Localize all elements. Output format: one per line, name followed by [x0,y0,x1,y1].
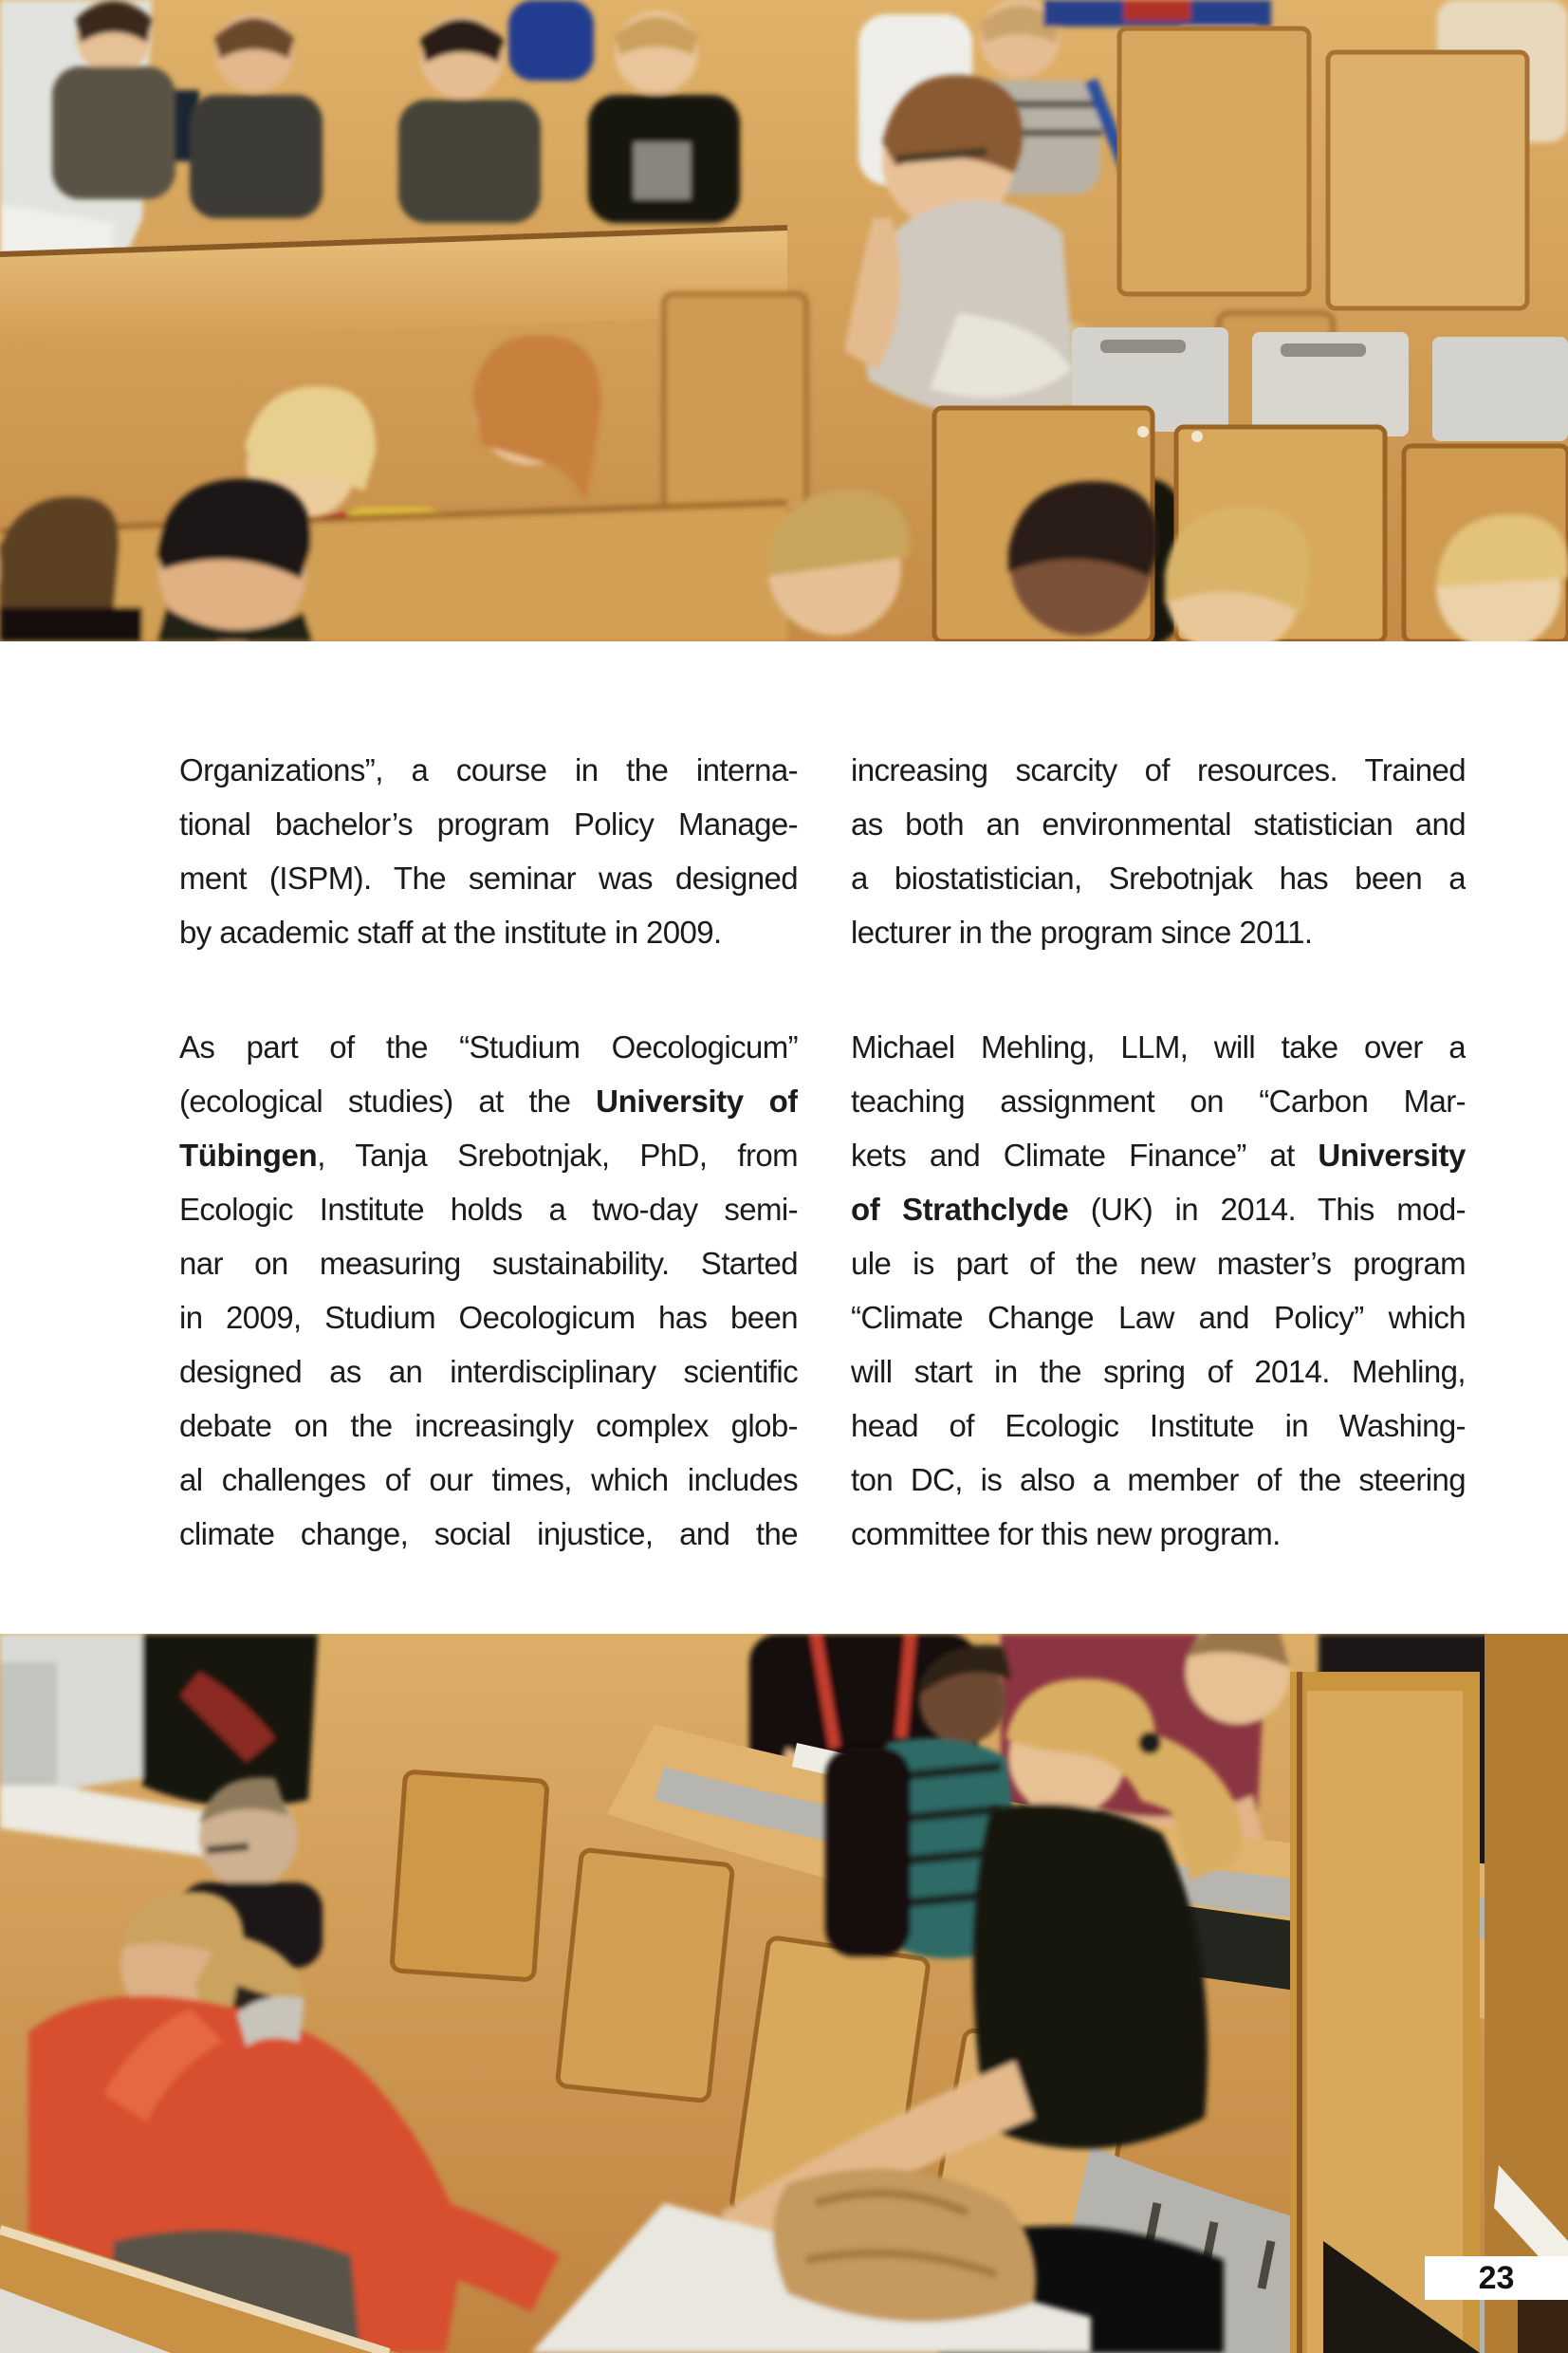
text-line: as both an environmental statistician and [851,806,1466,842]
text-line: Michael Mehling, LLM, will take over a [851,1029,1466,1065]
text-line: al challenges of our times, which includes [179,1462,798,1497]
wood-panels-right [1290,1634,1568,2353]
lecture-hall-photo-bottom [0,1634,1568,2353]
text-line: climate change, social injustice, and the [179,1516,798,1551]
text-line: head of Ecologic Institute in Washing- [851,1408,1466,1443]
text-line: by academic staff at the institute in 2009. [179,915,722,950]
text-line: “Climate Change Law and Policy” which [851,1300,1466,1335]
text-line: nar on measuring sustainability. Started [179,1246,798,1281]
text-line: committee for this new program. [851,1516,1281,1551]
text-line: of Strathclyde (UK) in 2014. This mod- [851,1192,1466,1227]
lecture-hall-photo-bottom-art [0,1634,1568,2353]
text-line: As part of the “Studium Oecologicum” [179,1029,798,1065]
bold-text: Tübingen [179,1138,318,1173]
text-line: in 2009, Studium Oecologicum has been [179,1300,798,1335]
text-line: ton DC, is also a member of the steering [851,1462,1466,1497]
lecture-hall-photo-top-art [0,0,1568,641]
text-column-right [851,743,1466,1561]
text-line: teaching assignment on “Carbon Mar- [851,1084,1466,1119]
text-line: designed as an interdisciplinary scientific [179,1354,798,1389]
text-line: kets and Climate Finance” at University [851,1138,1466,1173]
page-number-box [1425,2256,1568,2300]
bold-text: of Strathclyde [851,1192,1069,1227]
text-line: ule is part of the new master’s program [851,1246,1466,1281]
page-number: 23 [1478,2259,1515,2296]
lecture-hall-photo-top [0,0,1568,641]
bold-text: University of [596,1084,798,1119]
text-line: Ecologic Institute holds a two-day semi- [179,1192,798,1227]
text-line: (ecological studies) at the University of [179,1084,798,1119]
bold-text: University [1318,1138,1466,1173]
text-line: Organizations”, a course in the interna- [179,752,798,787]
text-column-left [179,743,798,1561]
text-line: a biostatistician, Srebotnjak has been a [851,861,1466,896]
text-line: tional bachelor’s program Policy Manage- [179,806,798,842]
paragraph [179,743,798,959]
text-line: increasing scarcity of resources. Trained [851,752,1466,787]
text-line: ment (ISPM). The seminar was designed [179,861,798,896]
text-line: will start in the spring of 2014. Mehling, [851,1354,1466,1389]
text-line: lecturer in the program since 2011. [851,915,1313,950]
text-line: debate on the increasingly complex glob- [179,1408,798,1443]
paragraph [179,1020,798,1561]
text-line: Tübingen, Tanja Srebotnjak, PhD, from [179,1138,798,1173]
paragraph [851,1020,1466,1561]
paragraph [851,743,1466,959]
